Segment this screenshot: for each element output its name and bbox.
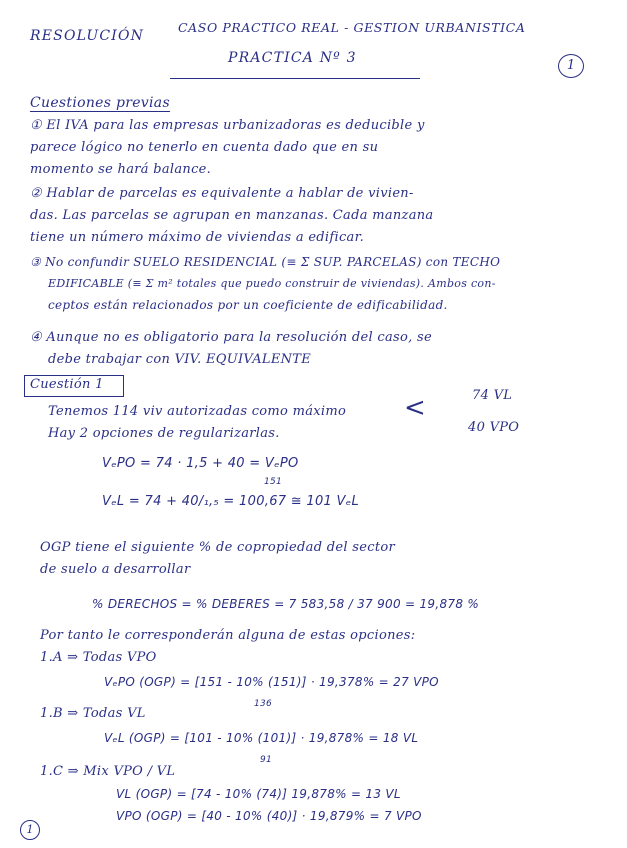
previas-line: tiene un número máximo de viviendas a edificar. — [30, 230, 365, 245]
previas-line: ceptos están relacionados por un coeficiente de edificabilidad. — [48, 298, 448, 312]
cuestion1-line: Hay 2 opciones de regularizarlas. — [48, 426, 280, 441]
equation-vepo: VₑPO = 74 · 1,5 + 40 = VₑPO — [102, 456, 299, 471]
previas-heading: Cuestiones previas — [30, 95, 170, 111]
equation-vepo-result: 151 — [264, 477, 283, 487]
header-rule — [170, 78, 420, 79]
vl-count: 74 VL — [472, 388, 513, 403]
footer-number-circle — [20, 820, 40, 840]
practice-number: PRACTICA Nº 3 — [228, 50, 357, 66]
option-1c-equation-vpo: VPO (OGP) = [40 - 10% (40)] · 19,879% = 7 VPO — [116, 809, 422, 823]
previas-line: ③ No confundir SUELO RESIDENCIAL (≡ Σ SUP. PARCELAS) con TECHO — [30, 255, 501, 269]
ogp-line: de suelo a desarrollar — [40, 562, 191, 577]
option-1a-equation: VₑPO (OGP) = [151 - 10% (151)] · 19,378% = 27 VPO — [104, 675, 439, 689]
previas-line: EDIFICABLE (≡ Σ m² totales que puedo construir de viviendas). Ambos con- — [48, 277, 496, 290]
branch-symbol: < — [404, 393, 427, 423]
option-1c-equation-vl: VL (OGP) = [74 - 10% (74)] 19,878% = 13 VL — [116, 787, 401, 801]
previas-line: momento se hará balance. — [30, 162, 212, 177]
option-1a: 1.A ⇒ Todas VPO — [40, 650, 157, 665]
footer-number: 1 — [26, 823, 34, 836]
cuestion1-line: Tenemos 114 viv autorizadas como máximo — [48, 404, 347, 419]
note-91: 91 — [260, 755, 273, 765]
previas-line: das. Las parcelas se agrupan en manzanas. Cada manzana — [30, 208, 434, 223]
option-1c: 1.C ⇒ Mix VPO / VL — [40, 764, 176, 779]
page-number-circle — [558, 54, 584, 78]
note-136: 136 — [254, 699, 273, 709]
ogp-line: OGP tiene el siguiente % de copropiedad del sector — [40, 540, 395, 555]
previas-line: debe trabajar con VIV. EQUIVALENTE — [48, 352, 312, 367]
previas-line: ④ Aunque no es obligatorio para la resolución del caso, se — [30, 330, 432, 345]
equation-vel: VₑL = 74 + 40/₁,₅ = 100,67 ≅ 101 VₑL — [102, 494, 359, 509]
resolution-title: RESOLUCIÓN — [30, 28, 145, 44]
page-number: 1 — [566, 58, 576, 73]
option-1b: 1.B ⇒ Todas VL — [40, 706, 146, 721]
options-line: Por tanto le corresponderán alguna de estas opciones: — [40, 628, 416, 643]
previas-line: parece lógico no tenerlo en cuenta dado que en su — [30, 140, 379, 155]
cuestion1-heading: Cuestión 1 — [30, 377, 104, 392]
option-1b-equation: VₑL (OGP) = [101 - 10% (101)] · 19,878% = 18 VL — [104, 731, 419, 745]
case-title: CASO PRACTICO REAL - GESTION URBANISTICA — [178, 20, 526, 35]
vpo-count: 40 VPO — [468, 420, 520, 435]
previas-line: ① El IVA para las empresas urbanizadoras es deducible y — [30, 118, 425, 133]
percentage-equation: % DERECHOS = % DEBERES = 7 583,58 / 37 900 = 19,878 % — [92, 597, 480, 611]
previas-line: ② Hablar de parcelas es equivalente a hablar de vivien- — [30, 186, 414, 201]
